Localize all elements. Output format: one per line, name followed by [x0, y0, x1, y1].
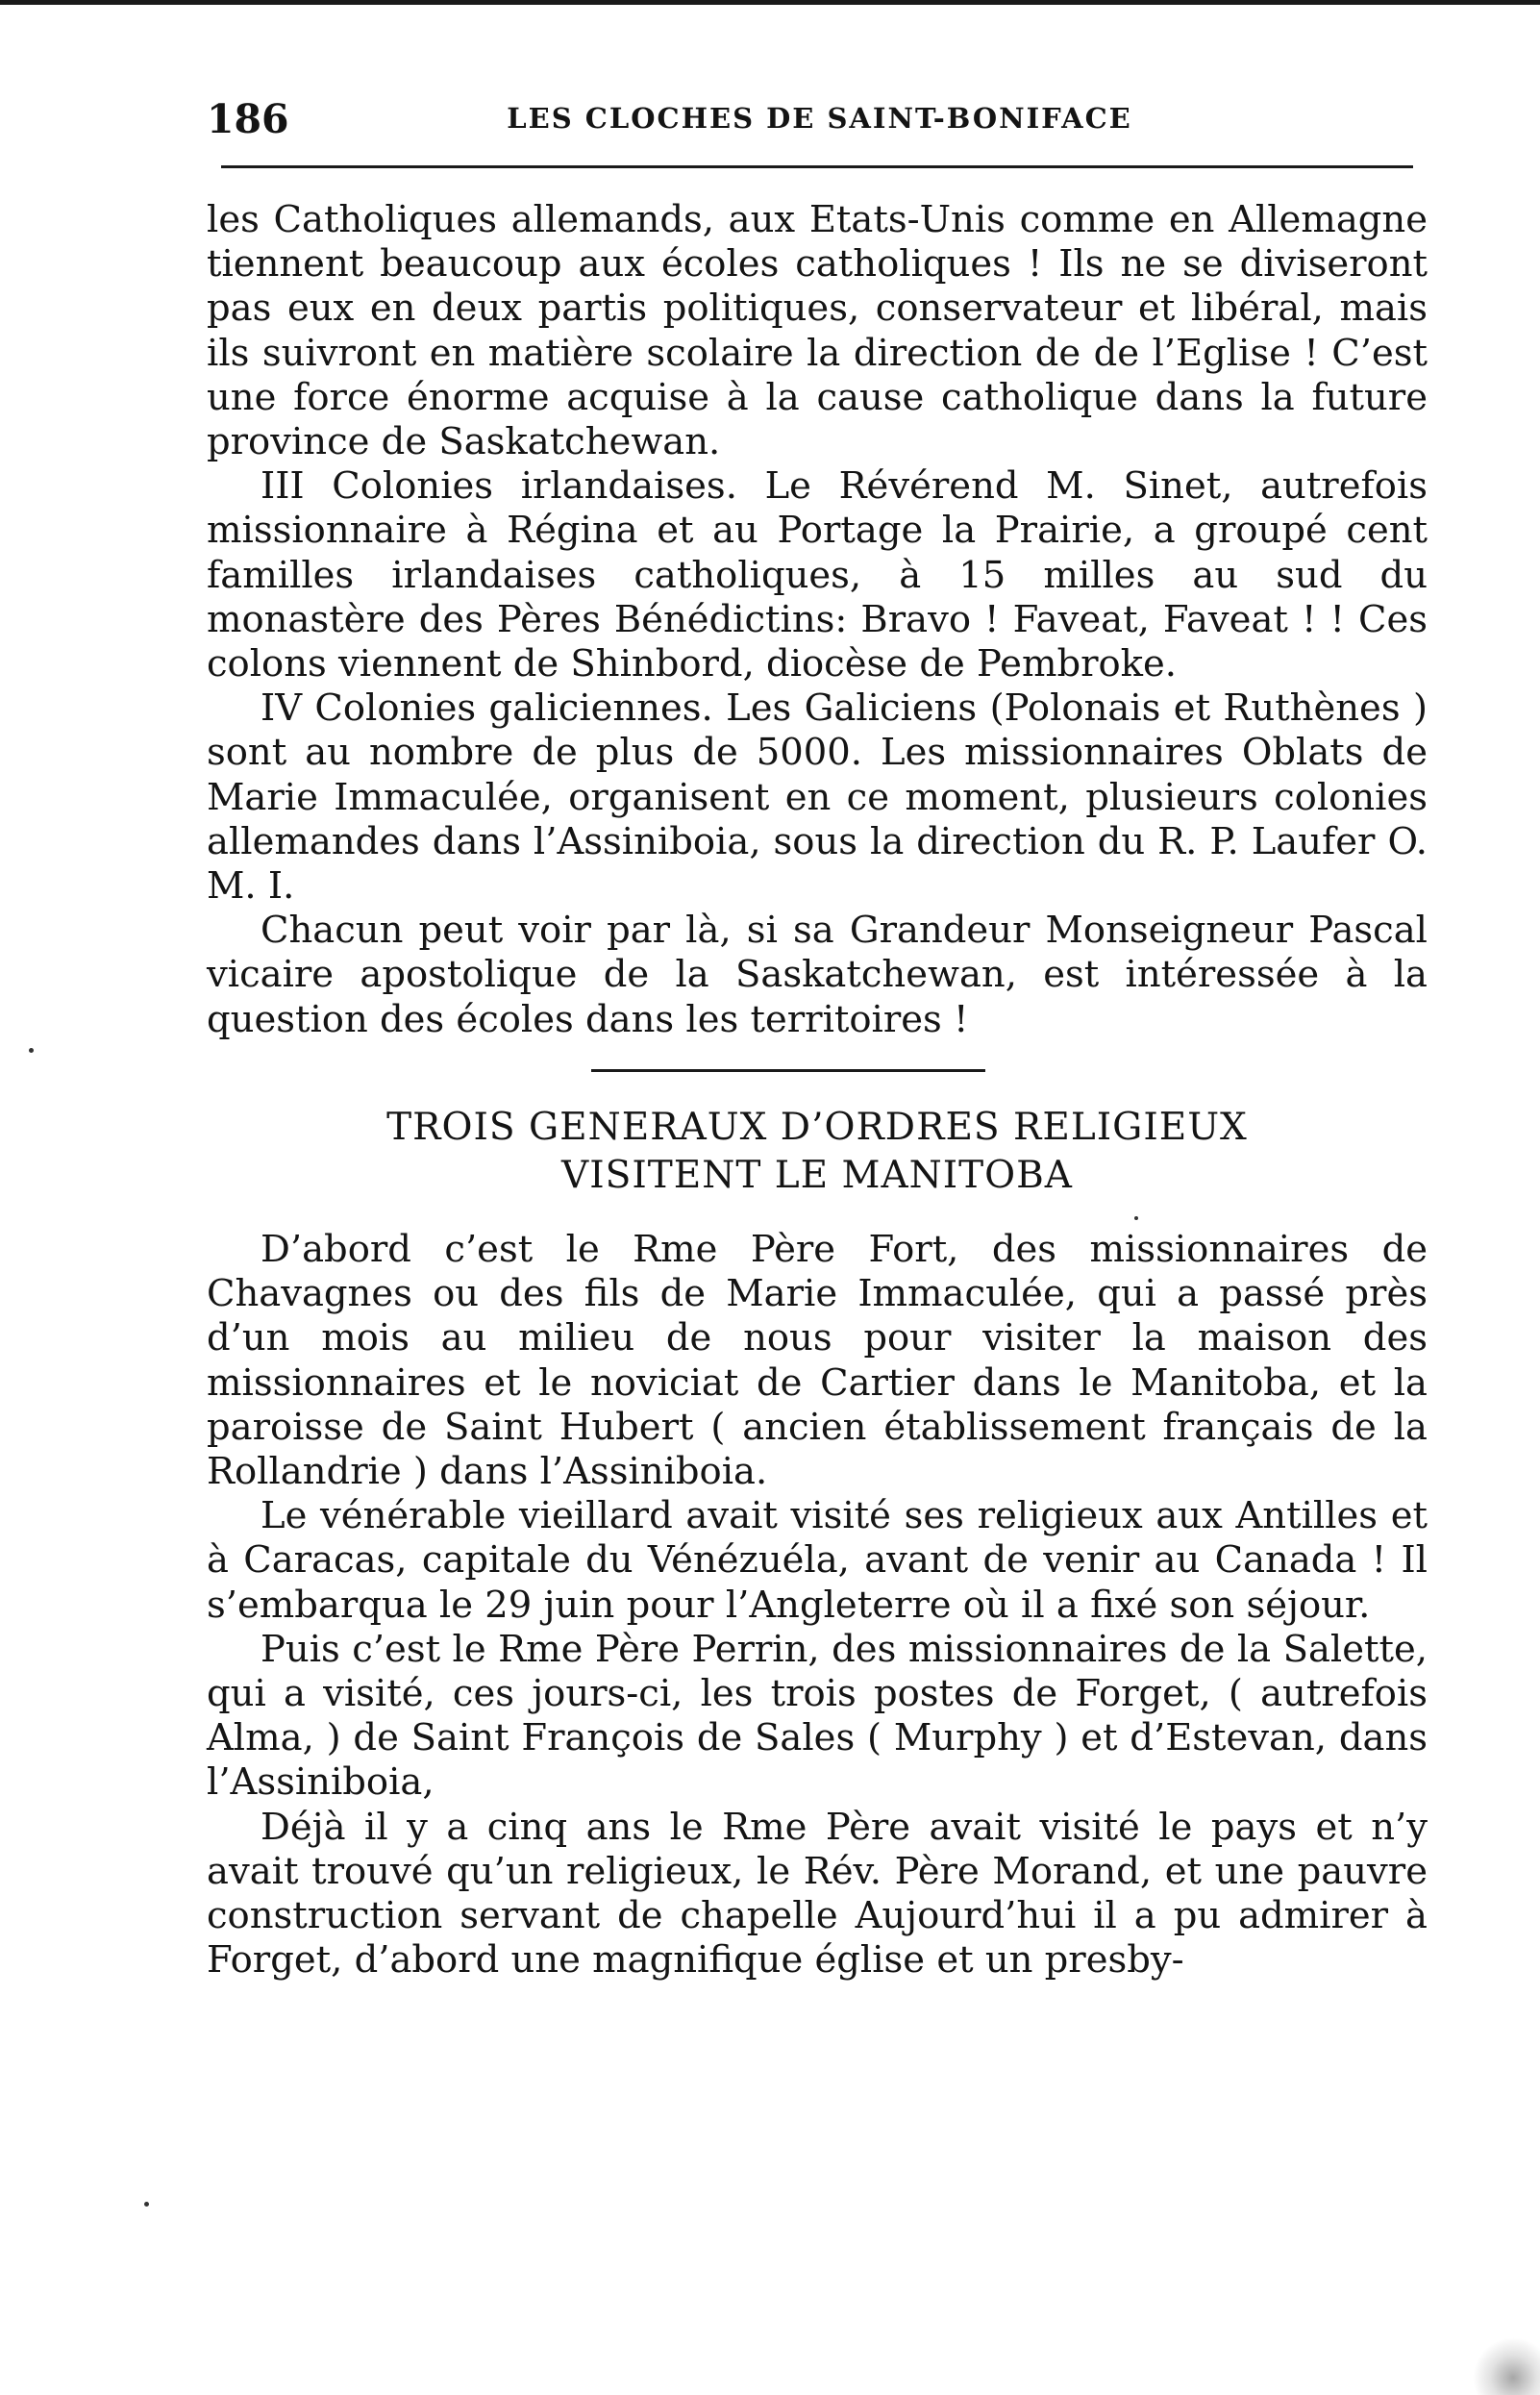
paragraph-intro-continuation: les Catholiques allemands, aux Etats-Unis comme en Allemagne tiennent beaucoup aux écoles catholiques ! Ils ne se diviseront pas eux en deux partis politiques, conservateur et libéral, mais ils suivront en matière scolaire la direction de de l’Eglise ! C’est une force énorme acquise à la cause catholique dans la future province de Saskatchewan. — [207, 198, 1428, 464]
running-head — [207, 96, 1432, 154]
paragraph-irish-colonies: III Colonies irlandaises. Le Révérend M. Sinet, autrefois missionnaire à Régina et au Portage la Prairie, a groupé cent familles irlandaises catholiques, à 15 milles au sud du monastère des Pères Bénédictins: Bravo ! Faveat, Faveat ! ! Ces colons viennent de Shinbord, diocèse de Pembroke. — [207, 464, 1428, 686]
print-speck — [144, 2202, 149, 2207]
header-rule — [221, 165, 1413, 168]
paragraph-galician-colonies: IV Colonies galiciennes. Les Galiciens (Polonais et Ruthènes ) sont au nombre de plus de 5000. Les missionnaires Oblats de Marie Immaculée, organisent en ce moment, plusieurs colonies allemandes dans l’Assiniboia, sous la direction du R. P. Laufer O. M. I. — [207, 686, 1428, 909]
intro-text-block — [207, 198, 1428, 1042]
paragraph-venerable-vieillard: Le vénérable vieillard avait visité ses religieux aux Antilles et à Caracas, capitale du Vénézuéla, avant de venir au Canada ! Il s’embarqua le 29 juin pour l’Angleterre où il a fixé son séjour. — [207, 1494, 1428, 1627]
section-heading-line-2: VISITENT LE MANITOBA — [561, 1154, 1073, 1197]
section-heading — [207, 1104, 1428, 1200]
paragraph-pere-perrin: Puis c’est le Rme Père Perrin, des missionnaires de la Salette, qui a visité, ces jours-ci, les trois postes de Forget, ( autrefois Alma, ) de Saint François de Sales ( Murphy ) et d’Estevan, dans l’Assiniboia, — [207, 1627, 1428, 1805]
corner-print-noise — [1473, 2337, 1540, 2395]
running-title: LES CLOCHES DE SAINT-BONIFACE — [507, 102, 1132, 135]
section-text-block — [207, 1228, 1428, 1983]
section-heading-line-1: TROIS GENERAUX D’ORDRES RELIGIEUX — [386, 1106, 1248, 1149]
paragraph-pere-fort: D’abord c’est le Rme Père Fort, des missionnaires de Chavagnes ou des fils de Marie Immaculée, qui a passé près d’un mois au milieu de nous pour visiter la maison des missionnaires et le noviciat de Cartier dans le Manitoba, et la paroisse de Saint Hubert ( ancien établissement français de la Rollandrie ) dans l’Assiniboia. — [207, 1228, 1428, 1494]
section-divider-rule — [591, 1069, 985, 1072]
paragraph-conclusion: Chacun peut voir par là, si sa Grandeur Monseigneur Pascal vicaire apostolique de la Saskatchewan, est intéressée à la question des écoles dans les territoires ! — [207, 909, 1428, 1041]
page-top-edge — [0, 0, 1540, 5]
page-number: 186 — [207, 96, 289, 142]
print-speck — [1134, 1216, 1138, 1220]
paragraph-deja-cinq-ans: Déjà il y a cinq ans le Rme Père avait visité le pays et n’y avait trouvé qu’un religieux, le Rév. Père Morand, et une pauvre construction servant de chapelle Aujourd’hui il a pu admirer à Forget, d’abord une magnifique église et un presby- — [207, 1805, 1428, 1983]
print-speck — [29, 1048, 34, 1053]
